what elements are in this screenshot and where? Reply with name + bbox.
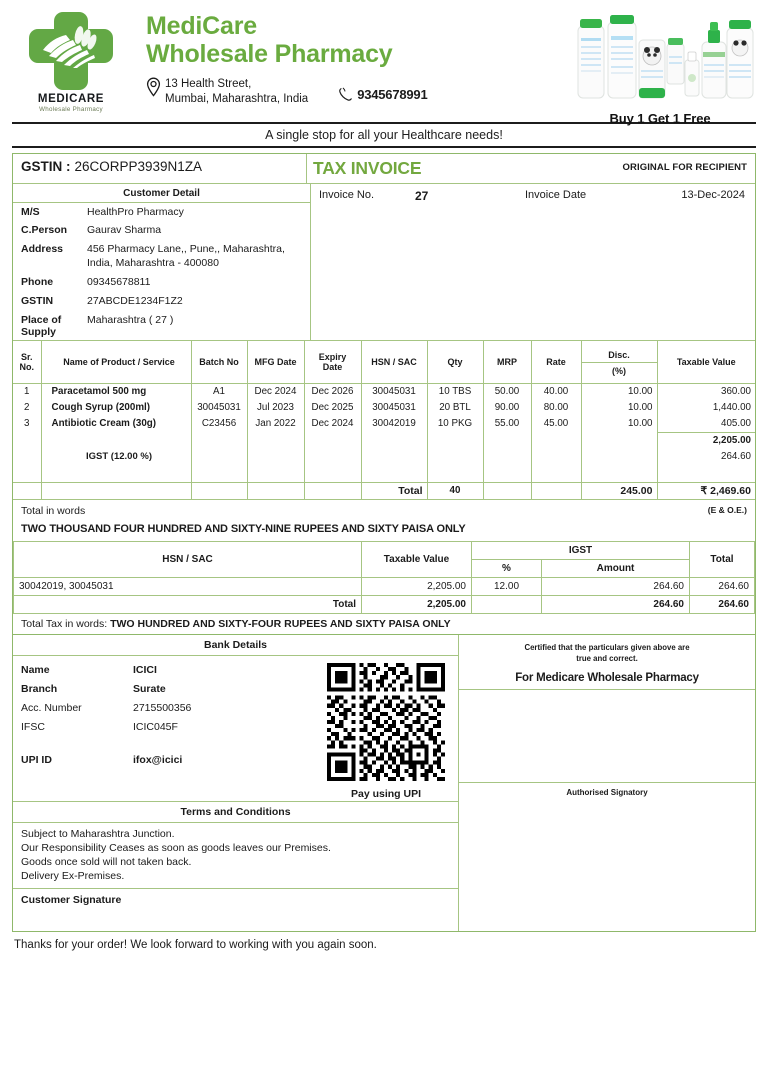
letterhead xyxy=(12,0,756,126)
hsn-total-row xyxy=(14,595,755,613)
invoice-date-value: 13-Dec-2024 xyxy=(681,189,745,201)
hsn-total-header: Total xyxy=(690,541,755,577)
bank-field-branch xyxy=(21,680,320,699)
tax-in-words-label: Total Tax in words: xyxy=(21,617,108,630)
field-label: GSTIN xyxy=(21,294,54,307)
customer-detail-header: Customer Detail xyxy=(13,184,310,203)
gstin-value: 26CORPP3939N1ZA xyxy=(74,159,203,174)
cell-expiry: Dec 2026 xyxy=(304,383,361,400)
logo-wordmark: MEDICARE xyxy=(37,93,105,105)
column-header-expiry-date: Expiry Date xyxy=(304,341,361,383)
signature-area[interactable] xyxy=(459,690,755,782)
table-header-row xyxy=(13,341,755,383)
column-header-batch-no: Batch No xyxy=(191,341,247,383)
field-label: Place of Supply xyxy=(21,313,62,338)
customer-field-gstin xyxy=(13,292,310,311)
cell-mrp: 55.00 xyxy=(483,416,531,433)
bank-field-name xyxy=(21,661,320,680)
field-value: 2715500356 xyxy=(133,702,192,715)
tax-in-words-block xyxy=(13,614,755,635)
terms-list xyxy=(13,823,458,889)
hands-icon xyxy=(39,24,103,70)
hsn-cell-percent: 12.00 xyxy=(472,577,542,595)
cell-discount: 10.00 xyxy=(581,400,657,417)
certification-note xyxy=(459,635,755,690)
igst-row xyxy=(13,449,755,466)
cell-sr: 1 xyxy=(13,383,41,400)
hsn-taxable-header: Taxable Value xyxy=(362,541,472,577)
cell-discount: 10.00 xyxy=(581,383,657,400)
table-row xyxy=(13,416,755,433)
hsn-total-amount: 264.60 xyxy=(542,595,690,613)
total-qty: 40 xyxy=(427,482,483,499)
field-value: ICIC045F xyxy=(133,721,178,734)
cell-sr: 3 xyxy=(13,416,41,433)
customer-field-place-of-supply xyxy=(13,311,310,340)
cell-expiry: Dec 2025 xyxy=(304,400,361,417)
certified-line-1: Certified that the particulars given above are xyxy=(524,642,690,652)
customer-field-phone xyxy=(13,273,310,292)
field-value: 27ABCDE1234F1Z2 xyxy=(87,294,183,307)
company-address-line-2: Mumbai, Maharashtra, India xyxy=(165,92,309,105)
hsn-percent-header: % xyxy=(472,559,542,577)
cell-qty: 10 PKG xyxy=(427,416,483,433)
cell-batch: C23456 xyxy=(191,416,247,433)
table-row xyxy=(13,383,755,400)
customer-signature-area[interactable] xyxy=(13,911,458,931)
terms-header: Terms and Conditions xyxy=(13,801,458,823)
invoice-title-cell xyxy=(307,154,575,183)
column-header-rate: Rate xyxy=(531,341,581,383)
cell-hsn: 30045031 xyxy=(361,400,427,417)
bank-field-upi-id xyxy=(21,751,320,770)
hsn-column-header: HSN / SAC xyxy=(14,541,362,577)
cell-mfg: Jul 2023 xyxy=(247,400,304,417)
promo-block xyxy=(564,6,756,126)
field-value: 09345678811 xyxy=(87,275,151,288)
field-value: Maharashtra ( 27 ) xyxy=(87,313,174,326)
phone-icon xyxy=(338,87,353,102)
eoe-note: (E & O.E.) xyxy=(707,504,747,515)
company-tagline: A single stop for all your Healthcare needs! xyxy=(265,128,503,142)
signature-block xyxy=(459,635,755,802)
customer-field-contact-person xyxy=(13,222,310,241)
field-label: Branch xyxy=(21,683,58,696)
customer-detail-block xyxy=(13,184,311,340)
company-phone: 9345678991 xyxy=(357,87,428,102)
cell-sr: 2 xyxy=(13,400,41,417)
cell-batch: 30045031 xyxy=(191,400,247,417)
hsn-amount-header: Amount xyxy=(542,559,690,577)
bank-details-header: Bank Details xyxy=(13,635,458,656)
company-identity xyxy=(130,6,564,106)
cell-taxable: 360.00 xyxy=(721,385,751,397)
cell-rate: 80.00 xyxy=(531,400,581,417)
column-header-hsn-sac: HSN / SAC xyxy=(361,341,427,383)
invoice-no-label: Invoice No. xyxy=(319,189,375,201)
customer-field-address xyxy=(13,241,310,274)
invoice-no-value: 27 xyxy=(415,189,429,203)
page-title: TAX INVOICE xyxy=(313,158,422,178)
company-name-line-2: Wholesale Pharmacy xyxy=(146,40,393,68)
field-value: 456 Pharmacy Lane,, Pune,, Maharashtra, India, Maharashtra - 400080 xyxy=(87,243,285,270)
cell-mrp: 90.00 xyxy=(483,400,531,417)
product-bottles-image xyxy=(564,8,756,104)
total-in-words-text xyxy=(13,500,665,541)
terms-block xyxy=(13,801,459,931)
cell-qty: 20 BTL xyxy=(427,400,483,417)
field-label: Acc. Number xyxy=(21,702,82,715)
header-divider-bottom xyxy=(12,146,756,148)
terms-line: Delivery Ex-Premises. xyxy=(21,870,125,883)
field-label: Phone xyxy=(21,275,54,288)
table-row xyxy=(13,400,755,417)
bank-fields xyxy=(13,661,320,800)
bank-field-account-number xyxy=(21,699,320,718)
field-label: M/S xyxy=(21,205,40,218)
footer-note: Thanks for your order! We look forward to working with you again soon. xyxy=(14,938,377,951)
discount-label: Disc. xyxy=(582,347,657,363)
company-logo xyxy=(12,6,130,113)
field-label: Address xyxy=(21,243,64,256)
cell-hsn: 30045031 xyxy=(361,383,427,400)
hsn-cell-amount: 264.60 xyxy=(542,577,690,595)
certified-line-2: true and correct. xyxy=(576,654,638,664)
terms-line: Subject to Maharashtra Junction. xyxy=(21,827,175,840)
hsn-total-taxable: 2,205.00 xyxy=(362,595,472,613)
subtotal-taxable-row xyxy=(13,433,755,450)
cell-mfg: Dec 2024 xyxy=(247,383,304,400)
supplier-gstin xyxy=(13,154,307,183)
customer-fields xyxy=(13,203,310,340)
promo-text: Buy 1 Get 1 Free xyxy=(609,111,711,126)
field-value: Surate xyxy=(133,683,166,696)
cell-rate: 45.00 xyxy=(531,416,581,433)
hsn-header-row xyxy=(14,541,755,559)
cell-batch: A1 xyxy=(191,383,247,400)
cell-product-name: Cough Syrup (200ml) xyxy=(41,400,191,417)
hsn-cell-taxable: 2,205.00 xyxy=(362,577,472,595)
column-header-taxable-value: Taxable Value xyxy=(657,341,755,383)
cell-qty: 10 TBS xyxy=(427,383,483,400)
discount-unit: (%) xyxy=(612,365,626,376)
for-company-label: For Medicare Wholesale Pharmacy xyxy=(515,672,699,685)
customer-field-ms xyxy=(13,203,310,222)
invoice-date-label: Invoice Date xyxy=(525,189,587,201)
igst-amount: 264.60 xyxy=(721,451,751,463)
qr-code-icon[interactable] xyxy=(327,663,445,781)
customer-signature-label: Customer Signature xyxy=(21,893,122,906)
table-filler-row xyxy=(13,466,755,483)
field-label: UPI ID xyxy=(21,754,52,767)
total-label: Total xyxy=(361,482,427,499)
map-pin-icon xyxy=(146,77,161,97)
total-in-words-label: Total in words xyxy=(21,504,86,517)
bank-and-signature-section xyxy=(13,635,755,802)
hsn-summary-table xyxy=(13,541,755,614)
company-contact xyxy=(146,77,564,106)
company-name-line-1: MediCare xyxy=(146,12,257,40)
bank-details-body xyxy=(13,656,458,802)
cell-mfg: Jan 2022 xyxy=(247,416,304,433)
upi-qr-block xyxy=(320,661,458,800)
gstin-label: GSTIN : xyxy=(21,159,71,174)
invoice-meta-row xyxy=(311,184,755,207)
column-header-product-name: Name of Product / Service xyxy=(41,341,191,383)
total-in-words-block xyxy=(13,499,755,541)
terms-line: Goods once sold will not taken back. xyxy=(21,856,192,869)
field-value: HealthPro Pharmacy xyxy=(87,205,184,218)
cell-product-name: Antibiotic Cream (30g) xyxy=(41,416,191,433)
cell-taxable: 1,440.00 xyxy=(712,401,751,413)
hsn-igst-group-header: IGST xyxy=(472,541,690,559)
field-value: Gaurav Sharma xyxy=(87,224,162,237)
subtotal-taxable-value: 2,205.00 xyxy=(657,433,755,450)
copy-type-label: ORIGINAL FOR RECIPIENT xyxy=(622,162,747,173)
invoice-meta-block xyxy=(311,184,755,340)
field-label: Name xyxy=(21,664,50,677)
authorised-signatory-label: Authorised Signatory xyxy=(459,782,755,802)
hsn-cell-codes: 30042019, 30045031 xyxy=(14,577,362,595)
bank-field-ifsc xyxy=(21,718,320,737)
invoice-container xyxy=(12,153,756,932)
field-value: ICICI xyxy=(133,664,157,677)
field-label: C.Person xyxy=(21,224,68,237)
invoice-title-row xyxy=(13,154,755,184)
field-value: ifox@icici xyxy=(133,754,183,767)
qr-caption: Pay using UPI xyxy=(350,787,422,800)
customer-and-meta-row xyxy=(13,184,755,341)
hsn-row xyxy=(14,577,755,595)
medical-cross-hands-icon xyxy=(23,10,119,92)
tax-in-words-value: TWO HUNDRED AND SIXTY-FOUR RUPEES AND SIXTY PAISA ONLY xyxy=(110,617,451,630)
cell-expiry: Dec 2024 xyxy=(304,416,361,433)
column-header-discount xyxy=(581,341,657,383)
hsn-total-label: Total xyxy=(14,595,362,613)
column-header-mfg-date: MFG Date xyxy=(247,341,304,383)
cell-product-name: Paracetamol 500 mg xyxy=(41,383,191,400)
hsn-total-total: 264.60 xyxy=(690,595,755,613)
cell-discount: 10.00 xyxy=(581,416,657,433)
items-total-row xyxy=(13,482,755,499)
total-discount: 245.00 xyxy=(581,482,657,499)
hsn-cell-total: 264.60 xyxy=(690,577,755,595)
cell-taxable: 405.00 xyxy=(721,418,751,430)
logo-subtext: Wholesale Pharmacy xyxy=(39,106,103,113)
column-header-qty: Qty xyxy=(427,341,483,383)
column-header-sr: Sr. No. xyxy=(13,341,41,383)
terms-right-filler xyxy=(459,802,755,931)
grand-total: ₹ 2,469.60 xyxy=(657,482,755,499)
line-items-table xyxy=(13,341,755,499)
field-label: IFSC xyxy=(21,721,45,734)
terms-row xyxy=(13,802,755,931)
bank-details-block xyxy=(13,635,459,802)
cell-hsn: 30042019 xyxy=(361,416,427,433)
cell-rate: 40.00 xyxy=(531,383,581,400)
total-in-words-value: TWO THOUSAND FOUR HUNDRED AND SIXTY-NINE RUPEES AND SIXTY PAISA ONLY xyxy=(21,522,466,535)
company-address-line-1: 13 Health Street, xyxy=(165,78,252,90)
igst-label: IGST (12.00 %) xyxy=(41,449,191,466)
terms-line: Our Responsibility Ceases as soon as goods leaves our Premises. xyxy=(21,841,331,854)
cell-mrp: 50.00 xyxy=(483,383,531,400)
column-header-mrp: MRP xyxy=(483,341,531,383)
